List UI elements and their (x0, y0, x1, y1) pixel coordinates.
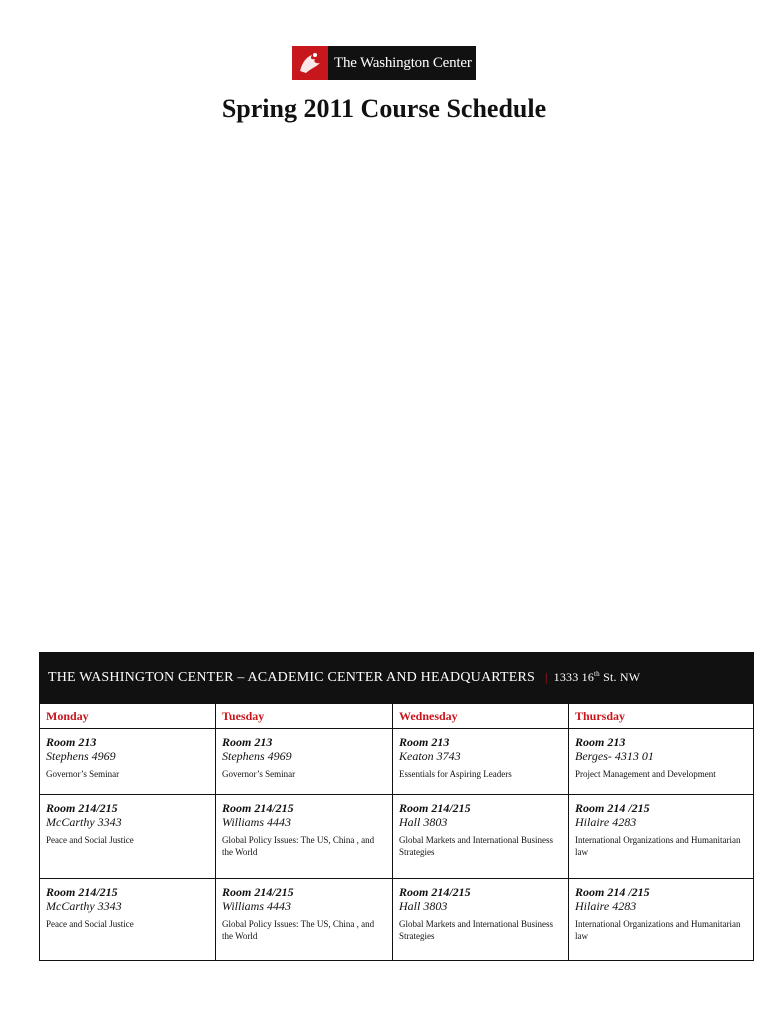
instructor-label: Keaton 3743 (399, 749, 461, 763)
day-header-tuesday: Tuesday (216, 704, 393, 729)
logo-text: The Washington Center (334, 55, 472, 71)
room-label: Room 214/215 (399, 801, 471, 815)
room-label: Room 214 /215 (575, 885, 650, 899)
day-header-thursday: Thursday (569, 704, 754, 729)
room-label: Room 214 /215 (575, 801, 650, 815)
washington-center-logo (292, 46, 476, 80)
instructor-label: Williams 4443 (222, 899, 292, 913)
schedule-banner (40, 653, 754, 704)
schedule-cell (40, 729, 216, 795)
schedule-cell (40, 795, 216, 879)
schedule-cell (216, 879, 393, 961)
table-row (40, 729, 754, 795)
instructor-label: Hilaire 4283 (575, 899, 637, 913)
course-title: Essentials for Aspiring Leaders (399, 769, 512, 779)
banner-cell (40, 653, 754, 704)
schedule-cell (40, 879, 216, 961)
room-label: Room 214/215 (46, 801, 118, 815)
room-label: Room 213 (46, 735, 97, 749)
room-label: Room 213 (575, 735, 626, 749)
course-title: Peace and Social Justice (46, 919, 134, 929)
course-title: Global Policy Issues: The US, China , and the World (222, 919, 375, 941)
schedule-cell (393, 729, 569, 795)
instructor-label: McCarthy 3343 (46, 899, 122, 913)
course-title: Global Policy Issues: The US, China , and the World (222, 835, 375, 857)
course-title: Project Management and Development (575, 769, 716, 779)
schedule-cell (569, 879, 754, 961)
course-title: International Organizations and Humanitarian law (575, 835, 741, 857)
course-title: International Organizations and Humanitarian law (575, 919, 741, 941)
course-title: Governor’s Seminar (222, 769, 296, 779)
schedule-cell (393, 795, 569, 879)
room-label: Room 214/215 (399, 885, 471, 899)
course-title: Peace and Social Justice (46, 835, 134, 845)
day-header-row (40, 704, 754, 729)
address-street: St. NW (599, 670, 641, 684)
address-ordinal: th (594, 670, 600, 678)
schedule-cell (569, 729, 754, 795)
address-separator: | (545, 670, 548, 684)
schedule-cell (569, 795, 754, 879)
course-title: Global Markets and International Business Strategies (399, 919, 553, 941)
schedule-cell (216, 795, 393, 879)
room-label: Room 214/215 (46, 885, 118, 899)
eagle-emblem-icon (292, 46, 328, 80)
instructor-label: Hall 3803 (399, 899, 448, 913)
schedule-cell (393, 879, 569, 961)
instructor-label: Williams 4443 (222, 815, 292, 829)
instructor-label: Berges- 4313 01 (575, 749, 654, 763)
day-header-monday: Monday (40, 704, 216, 729)
room-label: Room 213 (399, 735, 450, 749)
instructor-label: McCarthy 3343 (46, 815, 122, 829)
course-title: Global Markets and International Business Strategies (399, 835, 553, 857)
table-row (40, 795, 754, 879)
room-label: Room 214/215 (222, 801, 294, 815)
instructor-label: Stephens 4969 (222, 749, 292, 763)
room-label: Room 214/215 (222, 885, 294, 899)
instructor-label: Hall 3803 (399, 815, 448, 829)
address (554, 670, 641, 684)
room-label: Room 213 (222, 735, 273, 749)
page-title: Spring 2011 Course Schedule (221, 94, 547, 123)
instructor-label: Stephens 4969 (46, 749, 116, 763)
day-header-wednesday: Wednesday (393, 704, 569, 729)
table-row (40, 879, 754, 961)
course-title: Governor’s Seminar (46, 769, 120, 779)
instructor-label: Hilaire 4283 (575, 815, 637, 829)
address-number: 1333 16 (553, 670, 595, 684)
schedule-cell (216, 729, 393, 795)
course-schedule-table (39, 652, 754, 961)
banner-title: THE WASHINGTON CENTER – ACADEMIC CENTER AND HEADQUARTERS (48, 670, 536, 685)
